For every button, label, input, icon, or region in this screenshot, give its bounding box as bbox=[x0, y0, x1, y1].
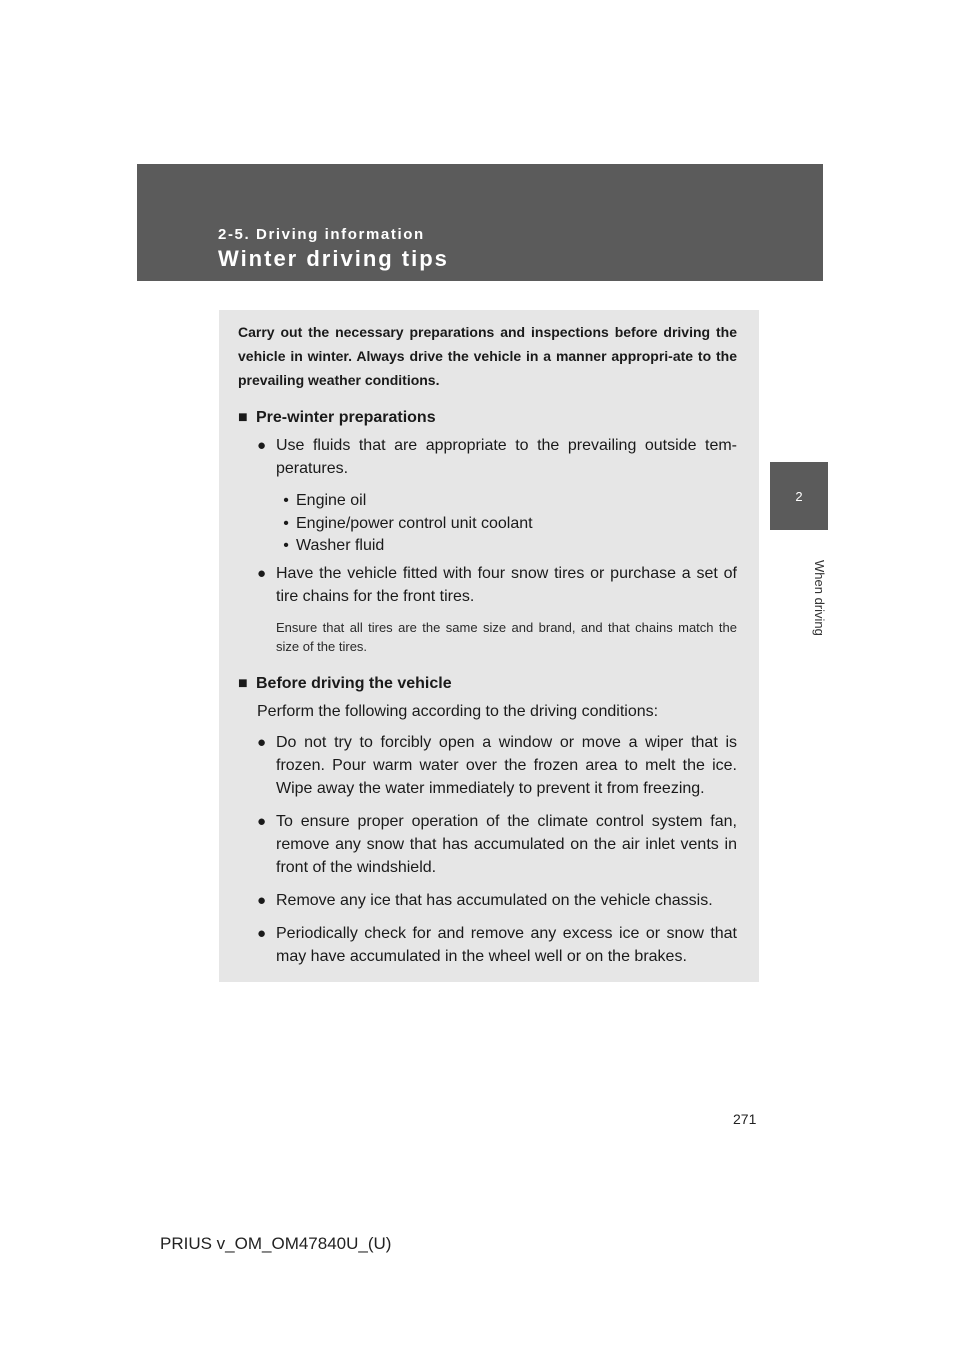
page-number: 271 bbox=[733, 1111, 757, 1127]
before-driving-lead: Perform the following according to the driving conditions: bbox=[257, 702, 659, 720]
sub-list-item: • Engine/power control unit coolant bbox=[276, 513, 737, 536]
chapter-tab-number: 2 bbox=[770, 462, 828, 530]
intro-text: Carry out the necessary preparations and inspections before driving the vehicle in winter. Always drive the vehicle in a manner appropri-ate to the prevailing weather conditions. bbox=[238, 324, 737, 388]
list-item-text: To ensure proper operation of the climate control system fan, remove any snow that has accumulated on the air inlet vents in front of the windshield. bbox=[276, 812, 737, 876]
content-box bbox=[219, 310, 759, 982]
pre-winter-heading-text: Pre-winter preparations bbox=[256, 409, 436, 426]
square-bullet-icon: ■ bbox=[238, 409, 248, 426]
sub-bullet-icon: • bbox=[283, 514, 289, 532]
dot-bullet-icon: ● bbox=[257, 564, 267, 582]
sub-list-item: • Washer fluid bbox=[276, 535, 737, 558]
fluid-list bbox=[276, 490, 737, 558]
list-item-text: Remove any ice that has accumulated on the vehicle chassis. bbox=[276, 891, 713, 909]
list-item-text: Have the vehicle fitted with four snow tires or purchase a set of tire chains for the front tires. bbox=[276, 564, 737, 605]
sub-list-item: • Engine oil bbox=[276, 490, 737, 513]
sub-bullet-icon: • bbox=[283, 537, 289, 554]
dot-bullet-icon: ● bbox=[257, 891, 267, 909]
list-item bbox=[257, 922, 737, 968]
document-footer: PRIUS v_OM_OM47840U_(U) bbox=[160, 1234, 392, 1253]
before-driving-heading bbox=[238, 672, 737, 696]
dot-bullet-icon: ● bbox=[257, 437, 267, 454]
list-item bbox=[257, 810, 737, 879]
section-label: 2-5. Driving information bbox=[218, 226, 425, 243]
dot-bullet-icon: ● bbox=[257, 924, 267, 942]
sub-bullet-icon: • bbox=[283, 492, 289, 509]
chapter-header bbox=[137, 164, 823, 281]
list-item bbox=[257, 434, 737, 480]
list-item bbox=[257, 562, 737, 608]
dot-bullet-icon: ● bbox=[257, 733, 267, 751]
list-item bbox=[257, 731, 737, 800]
list-item-text: Periodically check for and remove any excess ice or snow that may have accumulated in the wheel well or on the brakes. bbox=[276, 924, 737, 965]
square-bullet-icon: ■ bbox=[238, 674, 248, 692]
before-driving-heading-text: Before driving the vehicle bbox=[256, 674, 452, 692]
dot-bullet-icon: ● bbox=[257, 812, 267, 830]
list-item bbox=[257, 889, 737, 912]
tire-note: Ensure that all tires are the same size and brand, and that chains match the size of the tires. bbox=[276, 619, 737, 654]
page-title: Winter driving tips bbox=[218, 246, 449, 271]
chapter-tab-label: When driving bbox=[812, 560, 827, 636]
list-item-text: Do not try to forcibly open a window or move a wiper that is frozen. Pour warm water over the frozen area to melt the ice. Wipe away the water immediately to prevent it from freezing. bbox=[276, 733, 737, 797]
list-item-text: Use fluids that are appropriate to the prevailing outside tem-peratures. bbox=[276, 437, 737, 477]
pre-winter-heading bbox=[238, 406, 737, 430]
